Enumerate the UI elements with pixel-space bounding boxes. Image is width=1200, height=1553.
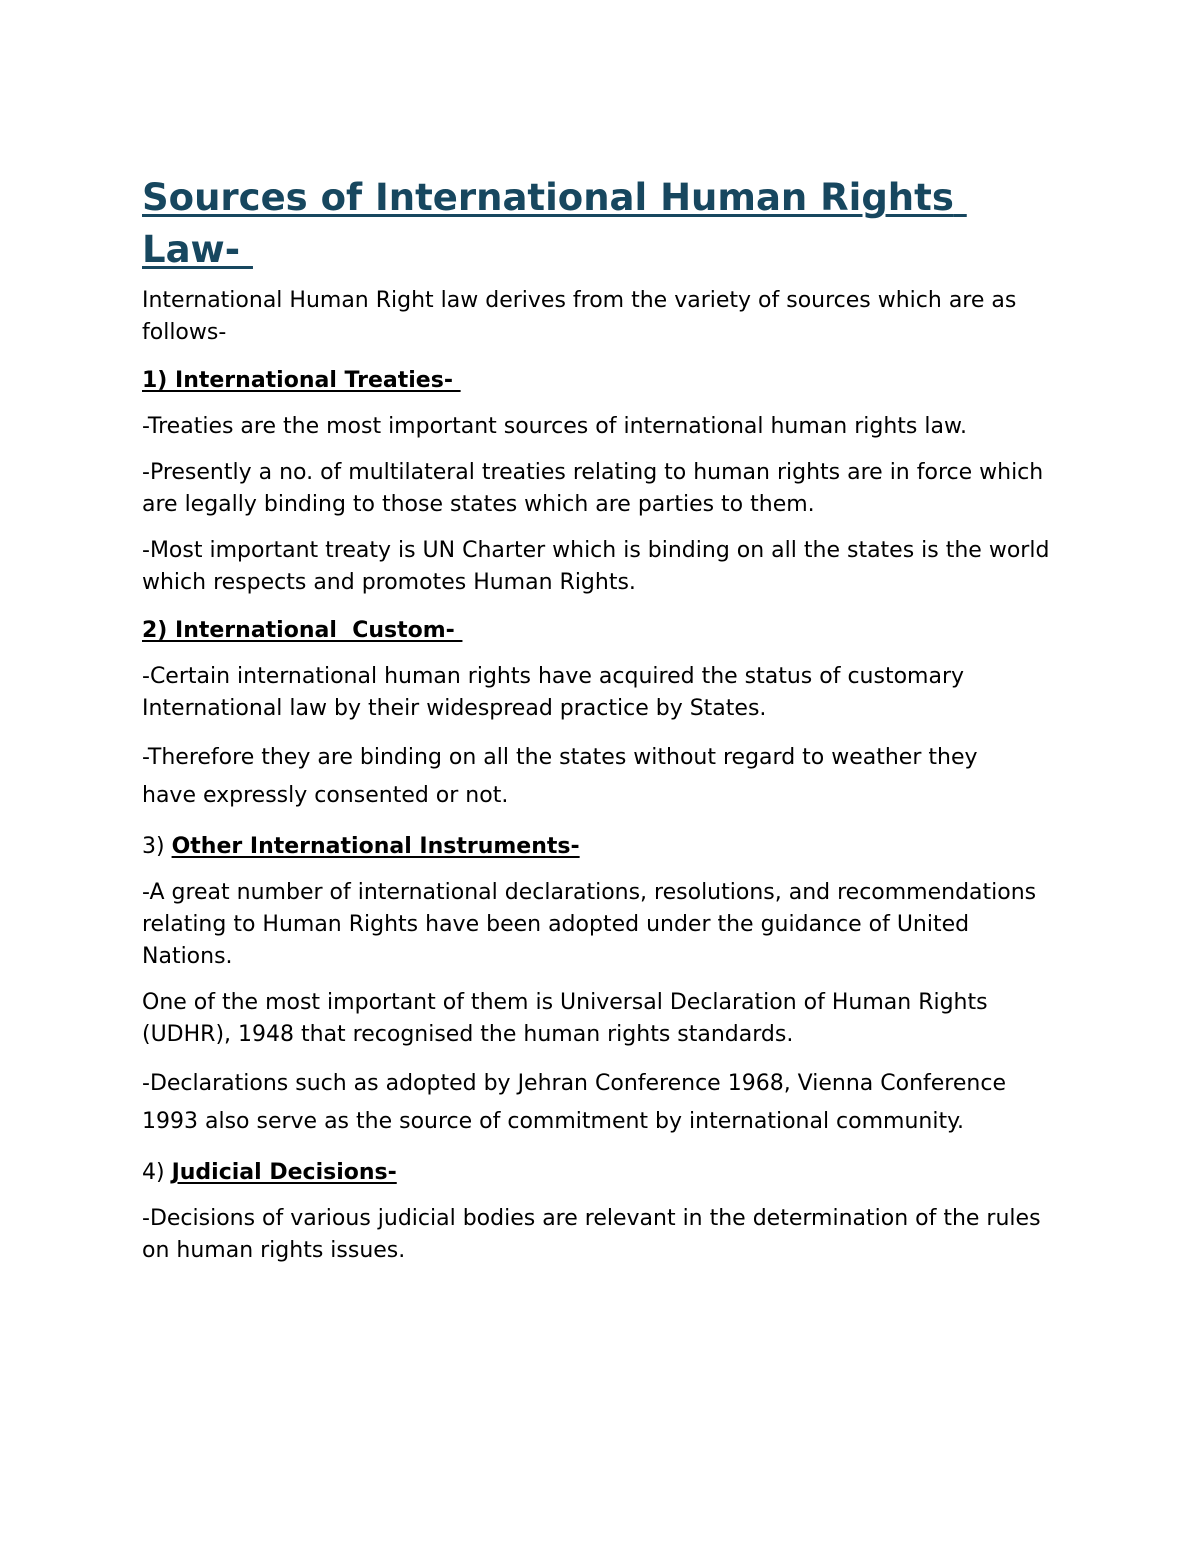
section-heading-prefix: 3) <box>142 834 172 859</box>
section-paragraph: -Therefore they are binding on all the states without regard to weather they have expressly consented or not. <box>142 745 985 808</box>
section-paragraph: -A great number of international declarations, resolutions, and recommendations relating to Human Rights have been adopted under the guidance of United Nations. <box>142 880 1044 969</box>
section-heading-text: Other International Instruments- <box>171 834 580 859</box>
section-paragraph: -Declarations such as adopted by Jehran Conference 1968, Vienna Conference 1993 also serve as the source of commitment by international community. <box>142 1071 1013 1134</box>
section-heading-text: Judicial Decisions- <box>171 1160 397 1185</box>
section-heading-text: 1) International Treaties- <box>142 368 461 393</box>
section-heading-instruments <box>142 831 1060 863</box>
intro-paragraph: International Human Right law derives from the variety of sources which are as follows- <box>142 288 1024 345</box>
section-heading-custom <box>142 615 1060 647</box>
section-heading-text: 2) International Custom- <box>142 618 463 643</box>
section-paragraph: One of the most important of them is Universal Declaration of Human Rights (UDHR), 1948 that recognised the human rights standards. <box>142 990 995 1047</box>
section-paragraph: -Presently a no. of multilateral treaties relating to human rights are in force which are legally binding to those states which are parties to them. <box>142 460 1051 517</box>
section-paragraph: -Certain international human rights have acquired the status of customary International law by their widespread practice by States. <box>142 664 972 721</box>
section-heading-judicial <box>142 1157 1060 1189</box>
document-title: Sources of International Human Rights Law- <box>142 176 967 271</box>
section-heading-treaties <box>142 365 1060 397</box>
section-paragraph: -Decisions of various judicial bodies are relevant in the determination of the rules on human rights issues. <box>142 1206 1048 1263</box>
section-heading-prefix: 4) <box>142 1160 172 1185</box>
section-paragraph: -Treaties are the most important sources of international human rights law. <box>142 414 967 439</box>
section-paragraph: -Most important treaty is UN Charter which is binding on all the states is the world which respects and promotes Human Rights. <box>142 538 1057 595</box>
